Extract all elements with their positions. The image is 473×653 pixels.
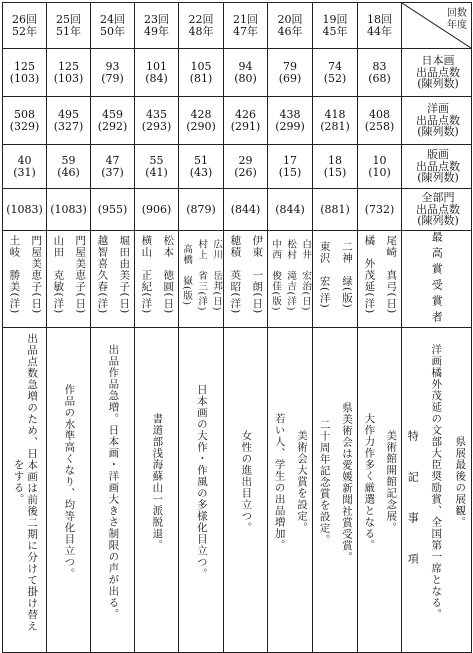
- total-count: (732): [358, 189, 402, 231]
- award-name: 松本 徳圓(日): [162, 235, 175, 315]
- awards-row: [3, 231, 472, 328]
- note-text: 美術館開館記念展。: [385, 430, 398, 534]
- award-cell: [3, 231, 47, 328]
- corner-label: 回数 年度: [447, 8, 467, 31]
- notes-row: [3, 328, 472, 653]
- western-row: [3, 97, 472, 145]
- japanese-row-label: 日本画 出品点数 (陳列数): [402, 49, 472, 97]
- western-count: 495 (327): [47, 97, 91, 145]
- total-row: [3, 189, 472, 231]
- award-cell: [91, 231, 135, 328]
- award-name: 堀田由美子(日): [118, 235, 131, 315]
- note-text: 県展最後の展観。: [454, 436, 467, 528]
- note-cell: [224, 328, 268, 653]
- note-text: 二十周年記念賞を設定。: [318, 418, 331, 546]
- japanese-count: 94 (80): [224, 49, 268, 97]
- print-count: 47 (37): [91, 145, 135, 189]
- note-text: 美術会大賞を設定。: [296, 430, 309, 534]
- award-cell: [358, 231, 402, 328]
- total-count: (1083): [3, 189, 47, 231]
- award-cell: [224, 231, 268, 328]
- japanese-count: 101 (84): [135, 49, 179, 97]
- edition-header: 20回 46年: [268, 3, 313, 49]
- edition-header: 26回 52年: [3, 3, 47, 49]
- japanese-count: 125 (103): [47, 49, 91, 97]
- japanese-count: 74 (52): [313, 49, 358, 97]
- award-name: 橘 外茂延(洋): [363, 235, 376, 315]
- award-name: 穂積 英昭(洋): [229, 235, 242, 315]
- print-count: 59 (46): [47, 145, 91, 189]
- edition-header: 23回 49年: [135, 3, 179, 49]
- award-name: 横山 正紀(洋): [140, 235, 153, 315]
- print-count: 29 (26): [224, 145, 268, 189]
- note-cell: [313, 328, 358, 653]
- note-text: 女性の進出目立つ。: [240, 430, 253, 534]
- edition-header: 24回 50年: [91, 3, 135, 49]
- header-row: [3, 3, 472, 49]
- note-text: 作品の水準高くなり、均等化目立つ。: [63, 384, 76, 580]
- award-name: 高橋 嶽(版): [181, 244, 193, 306]
- note-text: 書道部浅海蘇山一派脱退。: [151, 413, 164, 551]
- total-count: (906): [135, 189, 179, 231]
- western-count: 435 (293): [135, 97, 179, 145]
- corner-cell: [402, 3, 472, 49]
- note-cell: [3, 328, 47, 653]
- award-cell: [47, 231, 91, 328]
- total-count: (844): [224, 189, 268, 231]
- award-name: 村上 省三(洋): [196, 238, 208, 312]
- award-cell: [135, 231, 179, 328]
- award-name: 越智喜久春(洋): [96, 235, 109, 315]
- note-text: 大作力作多く厳選となる。: [363, 413, 376, 551]
- japanese-count: 79 (69): [268, 49, 313, 97]
- award-cell: [313, 231, 358, 328]
- exhibition-table: [2, 2, 472, 653]
- note-cell: [47, 328, 91, 653]
- award-row-label: 最高賞受賞者: [402, 231, 472, 328]
- edition-header: 25回 51年: [47, 3, 91, 49]
- award-name: 門屋美恵子(日): [74, 235, 87, 315]
- note-cell-extra: [402, 328, 472, 653]
- note-text: 若い人、学生の出品増加。: [273, 413, 286, 551]
- total-count: (879): [179, 189, 224, 231]
- award-name: 中西 俊佳(版): [270, 238, 282, 312]
- total-count: (955): [91, 189, 135, 231]
- note-cell: [268, 328, 313, 653]
- western-count: 408 (258): [358, 97, 402, 145]
- print-count: 10 (10): [358, 145, 402, 189]
- western-count: 438 (299): [268, 97, 313, 145]
- award-name: 尾崎 真弓(日): [385, 235, 398, 315]
- award-name: 伊東 一朗(日): [251, 235, 264, 315]
- print-count: 40 (31): [3, 145, 47, 189]
- western-row-label: 洋画 出品点数 (陳列数): [402, 97, 472, 145]
- western-count: 508 (329): [3, 97, 47, 145]
- total-count: (1083): [47, 189, 91, 231]
- western-count: 418 (281): [313, 97, 358, 145]
- japanese-row: [3, 49, 472, 97]
- award-name: 白井 宏治(日): [300, 238, 312, 312]
- total-row-label: 全部門 出品点数 (陳列数): [402, 189, 472, 231]
- edition-header: 22回 48年: [179, 3, 224, 49]
- japanese-count: 83 (68): [358, 49, 402, 97]
- print-count: 18 (15): [313, 145, 358, 189]
- edition-header: 18回 44年: [358, 3, 402, 49]
- award-cell: [179, 231, 224, 328]
- edition-header: 19回 45年: [313, 3, 358, 49]
- total-count: (844): [268, 189, 313, 231]
- japanese-count: 105 (81): [179, 49, 224, 97]
- japanese-count: 125 (103): [3, 49, 47, 97]
- note-text: 洋画橘外茂延の文部大臣奨励賞、全国第一席となる。: [430, 344, 443, 620]
- note-cell: [358, 328, 402, 653]
- note-cell: [135, 328, 179, 653]
- print-count: 17 (15): [268, 145, 313, 189]
- award-name: 二神 緑(版): [341, 241, 354, 309]
- note-text: 出品作品急増。日本画・洋画大きさ制限の声が出る。: [107, 344, 120, 620]
- western-count: 426 (291): [224, 97, 268, 145]
- award-name: 土岐 勝美(洋): [8, 235, 21, 315]
- edition-header: 21回 47年: [224, 3, 268, 49]
- note-cell: [91, 328, 135, 653]
- total-count: (881): [313, 189, 358, 231]
- note-text: 県美術会は愛媛新聞社賞受賞。: [341, 401, 354, 563]
- print-count: 55 (41): [135, 145, 179, 189]
- western-count: 428 (290): [179, 97, 224, 145]
- award-name: 東沢 宏(洋): [318, 241, 331, 309]
- award-name: 門屋美恵子(日): [30, 235, 43, 315]
- award-name: 山田 克敏(洋): [52, 235, 65, 315]
- western-count: 459 (292): [91, 97, 135, 145]
- note-text: 日本画の大作・作風の多様化目立つ。: [195, 384, 208, 580]
- award-name: 松村 滝吉(洋): [285, 238, 297, 312]
- print-row: [3, 145, 472, 189]
- note-text: 出品点数急増のため、日本画は前後二期に分けて掛け替えをする。: [12, 332, 39, 632]
- note-cell: [179, 328, 224, 653]
- print-count: 51 (43): [179, 145, 224, 189]
- japanese-count: 93 (79): [91, 49, 135, 97]
- notes-row-label: 特記事項: [406, 430, 420, 594]
- award-name: 広川 岳邦(日): [211, 238, 223, 312]
- print-row-label: 版画 出品点数 (陳列数): [402, 145, 472, 189]
- award-cell: [268, 231, 313, 328]
